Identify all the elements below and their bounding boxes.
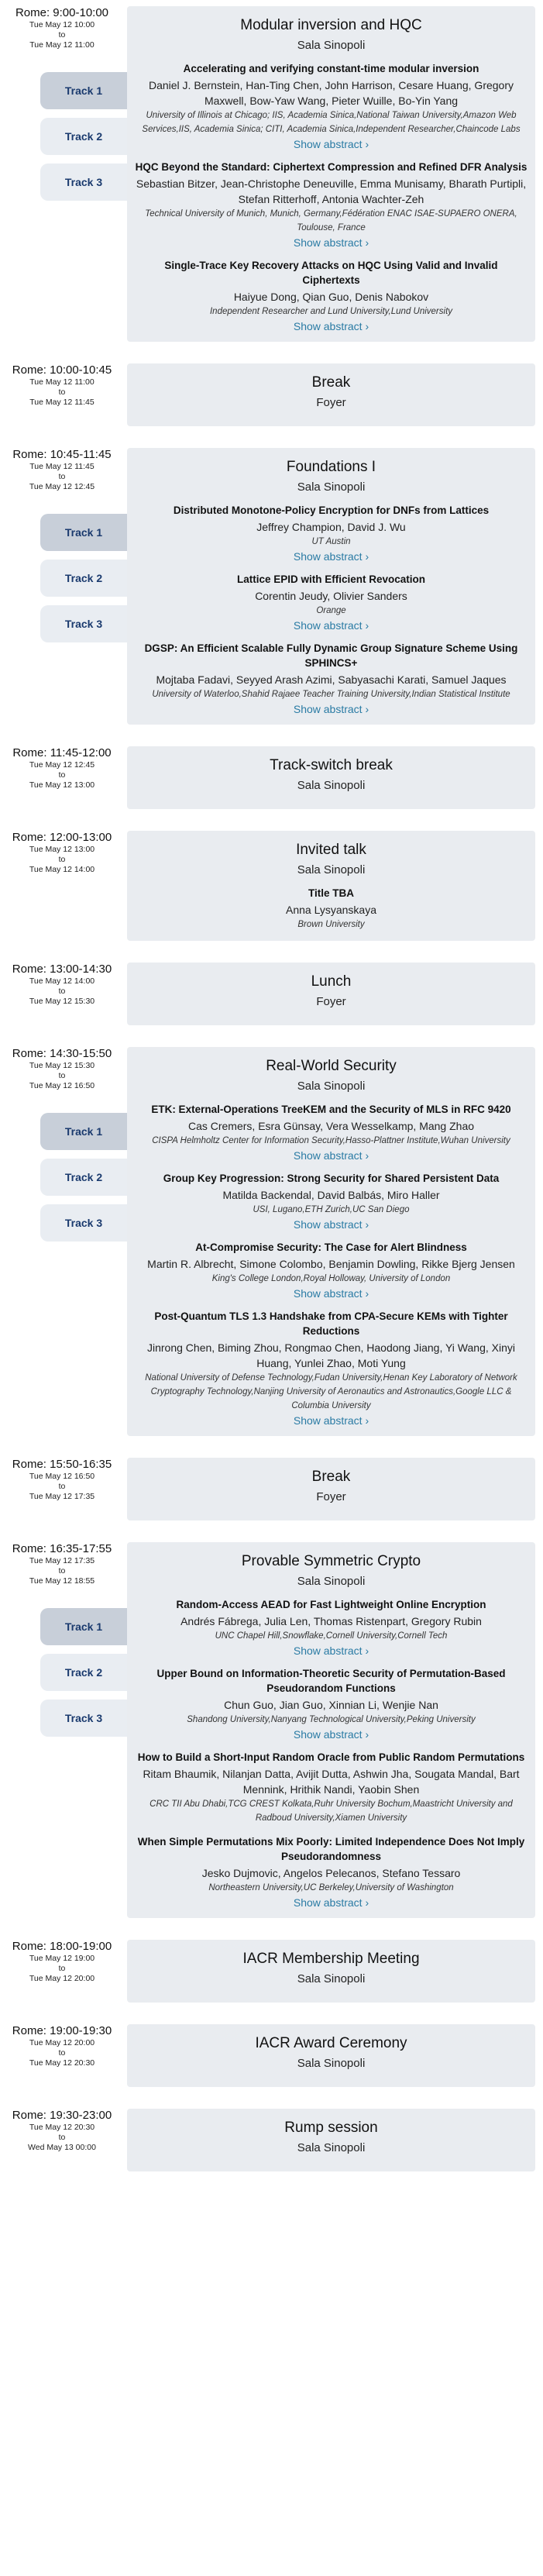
local-time: Rome: 18:00-19:00 — [12, 1940, 112, 1953]
utc-to-label: to — [58, 387, 66, 397]
session-card — [127, 1047, 535, 1436]
utc-end-time: Tue May 12 16:50 — [29, 1081, 95, 1090]
track-tabs — [40, 1113, 127, 1242]
utc-end-time: Tue May 12 20:30 — [29, 2058, 95, 2068]
session-title: Break — [311, 374, 351, 391]
session-room: Sala Sinopoli — [297, 2057, 366, 2070]
utc-end-time: Tue May 12 11:00 — [29, 40, 95, 50]
local-time: Rome: 16:35-17:55 — [12, 1542, 112, 1555]
talk-title: Upper Bound on Information-Theoretic Security of Permutation-Based Pseudorandom Functions — [156, 1668, 506, 1694]
session-room: Sala Sinopoli — [297, 1080, 366, 1093]
talk-affiliations: University of Waterloo,Shahid Rajaee Teacher Training University,Indian Statistical Institute — [152, 690, 510, 699]
track-tabs — [40, 72, 127, 201]
session-slot — [0, 448, 543, 725]
talk-affiliations: USI, Lugano,ETH Zurich,UC San Diego — [253, 1205, 410, 1214]
talk-authors: Anna Lysyanskaya — [286, 904, 376, 916]
talk-authors: Ritam Bhaumik, Nilanjan Datta, Avijit Dutta, Ashwin Jha, Sougata Mandal, Bart Mennink, Hrithik Nandi, Yaobin Shen — [143, 1768, 520, 1796]
utc-end-time: Wed May 13 00:00 — [28, 2143, 96, 2152]
talk-item — [135, 61, 528, 150]
talk-authors: Chun Guo, Jian Guo, Xinnian Li, Wenjie Nan — [224, 1699, 438, 1711]
session-title: Real-World Security — [266, 1058, 397, 1074]
show-abstract-link[interactable]: Show abstract › — [293, 1149, 369, 1162]
session-title: IACR Membership Meeting — [242, 1951, 420, 1967]
utc-start-time: Tue May 12 11:00 — [29, 377, 95, 387]
talk-affiliations: Northeastern University,UC Berkeley,University of Washington — [208, 1883, 454, 1892]
show-abstract-link[interactable]: Show abstract › — [293, 1287, 369, 1300]
talk-authors: Corentin Jeudy, Olivier Sanders — [255, 590, 407, 602]
utc-start-time: Tue May 12 12:45 — [29, 760, 95, 770]
talk-title: When Simple Permutations Mix Poorly: Limited Independence Does Not Imply Pseudorandomness — [137, 1836, 525, 1862]
session-slot — [0, 2024, 543, 2087]
track-tab-3[interactable]: Track 3 — [40, 164, 127, 201]
session-card — [127, 1542, 535, 1918]
session-card — [127, 963, 535, 1025]
show-abstract-link[interactable]: Show abstract › — [293, 1896, 369, 1909]
utc-start-time: Tue May 12 16:50 — [29, 1472, 95, 1481]
talk-title: Group Key Progression: Strong Security for Shared Persistent Data — [163, 1173, 500, 1184]
utc-end-time: Tue May 12 12:45 — [29, 482, 95, 491]
talk-affiliations: Independent Researcher and Lund University,Lund University — [209, 307, 453, 316]
session-room: Sala Sinopoli — [297, 779, 366, 792]
track-tab-1[interactable]: Track 1 — [40, 72, 127, 109]
show-abstract-link[interactable]: Show abstract › — [293, 1644, 369, 1657]
session-time-column — [0, 448, 124, 651]
show-abstract-link[interactable]: Show abstract › — [293, 138, 369, 150]
talk-item — [135, 1750, 528, 1825]
talk-title: Accelerating and verifying constant-time modular inversion — [183, 63, 479, 74]
talk-affiliations: CISPA Helmholtz Center for Information Security,Hasso-Plattner Institute,Wuhan University — [152, 1136, 510, 1145]
talk-item — [135, 1102, 528, 1162]
talk-title: Post-Quantum TLS 1.3 Handshake from CPA-Secure KEMs with Tighter Reductions — [154, 1310, 508, 1337]
session-card — [127, 2024, 535, 2087]
show-abstract-link[interactable]: Show abstract › — [293, 1728, 369, 1741]
talk-authors: Jeffrey Champion, David J. Wu — [256, 521, 406, 533]
session-room: Foyer — [316, 995, 346, 1008]
session-slot — [0, 831, 543, 941]
session-time-column — [0, 1047, 124, 1250]
utc-to-label: to — [58, 1071, 66, 1080]
local-time: Rome: 14:30-15:50 — [12, 1047, 112, 1060]
utc-to-label: to — [58, 30, 66, 40]
session-room: Foyer — [316, 396, 346, 409]
talk-authors: Cas Cremers, Esra Günsay, Vera Wesselkamp, Mang Zhao — [187, 1120, 475, 1132]
utc-start-time: Tue May 12 10:00 — [29, 20, 95, 29]
session-title: Foundations I — [286, 459, 376, 475]
utc-start-time: Tue May 12 11:45 — [29, 462, 95, 471]
session-slot — [0, 363, 543, 426]
session-room: Sala Sinopoli — [297, 2141, 366, 2154]
session-slot — [0, 1940, 543, 2003]
utc-end-time: Tue May 12 11:45 — [29, 398, 95, 407]
track-tab-2[interactable]: Track 2 — [40, 1159, 127, 1196]
local-time: Rome: 19:00-19:30 — [12, 2024, 112, 2037]
talk-affiliations: King's College London,Royal Holloway, University of London — [211, 1274, 451, 1283]
session-card — [127, 1458, 535, 1520]
talk-item — [135, 1309, 528, 1427]
utc-to-label: to — [58, 1566, 66, 1576]
track-tabs — [40, 1608, 127, 1737]
utc-end-time: Tue May 12 13:00 — [29, 780, 95, 790]
show-abstract-link[interactable]: Show abstract › — [293, 619, 369, 632]
track-tab-1[interactable]: Track 1 — [40, 514, 127, 551]
local-time: Rome: 15:50-16:35 — [12, 1458, 112, 1471]
utc-start-time: Tue May 12 15:30 — [29, 1061, 95, 1070]
session-title: Track-switch break — [270, 757, 393, 773]
utc-to-label: to — [58, 2048, 66, 2058]
talk-affiliations: Shandong University,Nanyang Technological University,Peking University — [187, 1715, 476, 1724]
session-title: Modular inversion and HQC — [240, 17, 422, 33]
session-time-column — [0, 1458, 124, 1502]
utc-to-label: to — [58, 1482, 66, 1491]
session-slot — [0, 1542, 543, 1918]
talk-authors: Daniel J. Bernstein, Han-Ting Chen, John Harrison, Cesare Huang, Gregory Maxwell, Bow-Yaw Wang, Pieter Wuille, Bo-Yin Yang — [148, 79, 514, 107]
track-tab-2[interactable]: Track 2 — [40, 560, 127, 597]
session-slot — [0, 963, 543, 1025]
talk-title: Title TBA — [308, 887, 354, 899]
session-title: Break — [311, 1469, 351, 1485]
session-card — [127, 6, 535, 342]
talk-affiliations: National University of Defense Technology,Fudan University,Henan Key Laboratory of Network Cryptography Technology,Nanjing University of Aeronautics and Astronautics,Google LLC & Columbia University — [145, 1373, 517, 1410]
talk-affiliations: UT Austin — [311, 537, 351, 546]
show-abstract-link[interactable]: Show abstract › — [293, 1218, 369, 1231]
talk-authors: Andrés Fábrega, Julia Len, Thomas Ristenpart, Gregory Rubin — [180, 1615, 482, 1627]
local-time: Rome: 10:45-11:45 — [12, 448, 112, 461]
session-card — [127, 746, 535, 809]
talk-title: Distributed Monotone-Policy Encryption for DNFs from Lattices — [173, 505, 490, 516]
talk-title: Lattice EPID with Efficient Revocation — [236, 573, 426, 585]
talk-item — [135, 1666, 528, 1741]
utc-start-time: Tue May 12 19:00 — [29, 1954, 95, 1963]
talk-item — [135, 1834, 528, 1909]
talk-item — [135, 572, 528, 632]
session-slot — [0, 1458, 543, 1520]
session-slot — [0, 1047, 543, 1436]
talk-title: Random-Access AEAD for Fast Lightweight Online Encryption — [176, 1599, 486, 1610]
utc-start-time: Tue May 12 13:00 — [29, 845, 95, 854]
session-time-column — [0, 2024, 124, 2068]
utc-to-label: to — [58, 1964, 66, 1973]
talk-title: At-Compromise Security: The Case for Alert Blindness — [195, 1242, 467, 1253]
show-abstract-link[interactable]: Show abstract › — [293, 320, 369, 332]
utc-start-time: Tue May 12 17:35 — [29, 1556, 95, 1565]
utc-to-label: to — [58, 770, 66, 780]
show-abstract-link[interactable]: Show abstract › — [293, 550, 369, 563]
local-time: Rome: 12:00-13:00 — [12, 831, 112, 844]
session-room: Sala Sinopoli — [297, 39, 366, 52]
talk-authors: Martin R. Albrecht, Simone Colombo, Benjamin Dowling, Rikke Bjerg Jensen — [147, 1258, 515, 1270]
talk-affiliations: University of Illinois at Chicago; IIS, Academia Sinica,National Taiwan University,Amazon Web Services,IIS, Academia Sinica; CITI, Academia Sinica,Independent Researcher,Chaincode Labs — [142, 111, 521, 134]
local-time: Rome: 10:00-10:45 — [12, 363, 112, 377]
talk-title: DGSP: An Efficient Scalable Fully Dynamic Group Signature Scheme Using SPHINCS+ — [144, 642, 518, 669]
session-room: Sala Sinopoli — [297, 1972, 366, 1985]
session-card — [127, 1940, 535, 2003]
show-abstract-link[interactable]: Show abstract › — [293, 703, 369, 715]
track-tab-3[interactable]: Track 3 — [40, 1204, 127, 1242]
local-time: Rome: 9:00-10:00 — [15, 6, 109, 19]
session-title: Rump session — [284, 2120, 378, 2136]
utc-start-time: Tue May 12 20:00 — [29, 2038, 95, 2047]
talk-authors: Jinrong Chen, Biming Zhou, Rongmao Chen, Haodong Jiang, Yi Wang, Xinyi Huang, Yunlei Zhao, Moti Yung — [147, 1341, 515, 1369]
track-tabs — [40, 514, 127, 642]
talk-affiliations: CRC TII Abu Dhabi,TCG CREST Kolkata,Ruhr University Bochum,Maastricht University and Radboud University,Xiamen University — [149, 1799, 513, 1823]
session-room: Foyer — [316, 1490, 346, 1503]
talk-authors: Haiyue Dong, Qian Guo, Denis Nabokov — [233, 291, 429, 303]
session-room: Sala Sinopoli — [297, 1575, 366, 1588]
local-time: Rome: 11:45-12:00 — [12, 746, 112, 759]
talk-item — [135, 160, 528, 249]
talk-item — [135, 641, 528, 715]
utc-end-time: Tue May 12 20:00 — [29, 1974, 95, 1983]
talk-title: HQC Beyond the Standard: Ciphertext Compression and Refined DFR Analysis — [135, 161, 528, 173]
talk-item — [135, 1597, 528, 1657]
talk-affiliations: Orange — [316, 606, 346, 615]
talk-affiliations: Brown University — [297, 920, 365, 929]
local-time: Rome: 13:00-14:30 — [12, 963, 112, 976]
session-time-column — [0, 831, 124, 875]
session-card — [127, 363, 535, 426]
session-time-column — [0, 1940, 124, 1984]
talk-item — [135, 503, 528, 563]
track-tab-1[interactable]: Track 1 — [40, 1113, 127, 1150]
talk-item — [135, 1240, 528, 1300]
talk-item — [135, 258, 528, 332]
session-room: Sala Sinopoli — [297, 863, 366, 876]
show-abstract-link[interactable]: Show abstract › — [293, 236, 369, 249]
talk-title: How to Build a Short-Input Random Oracle from Public Random Permutations — [137, 1751, 525, 1763]
utc-to-label: to — [58, 2133, 66, 2142]
talk-title: Single-Trace Key Recovery Attacks on HQC Using Valid and Invalid Ciphertexts — [164, 260, 498, 286]
talk-item — [135, 1171, 528, 1231]
track-tab-3[interactable]: Track 3 — [40, 1700, 127, 1737]
talk-authors: Matilda Backendal, David Balbás, Miro Haller — [222, 1189, 440, 1201]
talk-affiliations: Technical University of Munich, Munich, Germany,Fédération ENAC ISAE-SUPAERO ONERA, Toulouse, France — [145, 209, 517, 232]
track-tab-1[interactable]: Track 1 — [40, 1608, 127, 1645]
track-tab-2[interactable]: Track 2 — [40, 118, 127, 155]
utc-start-time: Tue May 12 20:30 — [29, 2123, 95, 2132]
session-slot — [0, 6, 543, 342]
local-time: Rome: 19:30-23:00 — [12, 2109, 112, 2122]
session-time-column — [0, 1542, 124, 1745]
utc-end-time: Tue May 12 14:00 — [29, 865, 95, 874]
utc-end-time: Tue May 12 18:55 — [29, 1576, 95, 1586]
session-title: Provable Symmetric Crypto — [241, 1553, 421, 1569]
session-card — [127, 448, 535, 725]
utc-to-label: to — [58, 472, 66, 481]
talk-authors: Jesko Dujmovic, Angelos Pelecanos, Stefano Tessaro — [201, 1867, 461, 1879]
session-title: Invited talk — [296, 842, 366, 858]
session-card — [127, 831, 535, 941]
talk-authors: Mojtaba Fadavi, Seyyed Arash Azimi, Sabyasachi Karati, Samuel Jaques — [156, 673, 507, 686]
session-slot — [0, 2109, 543, 2171]
session-time-column — [0, 6, 124, 209]
session-card — [127, 2109, 535, 2171]
track-tab-2[interactable]: Track 2 — [40, 1654, 127, 1691]
session-room: Sala Sinopoli — [297, 480, 366, 494]
track-tab-3[interactable]: Track 3 — [40, 605, 127, 642]
session-title: Lunch — [311, 973, 352, 990]
session-time-column — [0, 363, 124, 408]
talk-title: ETK: External-Operations TreeKEM and the Security of MLS in RFC 9420 — [151, 1104, 511, 1115]
session-slot — [0, 746, 543, 809]
session-time-column — [0, 963, 124, 1007]
utc-start-time: Tue May 12 14:00 — [29, 976, 95, 986]
show-abstract-link[interactable]: Show abstract › — [293, 1414, 369, 1427]
session-time-column — [0, 746, 124, 790]
utc-end-time: Tue May 12 15:30 — [29, 997, 95, 1006]
utc-to-label: to — [58, 987, 66, 996]
session-time-column — [0, 2109, 124, 2153]
session-title: IACR Award Ceremony — [255, 2035, 407, 2051]
talk-affiliations: UNC Chapel Hill,Snowflake,Cornell University,Cornell Tech — [215, 1631, 448, 1641]
talk-item — [135, 886, 528, 932]
utc-end-time: Tue May 12 17:35 — [29, 1492, 95, 1501]
talk-authors: Sebastian Bitzer, Jean-Christophe Deneuville, Emma Munisamy, Bharath Purtipli, Stefan Ritterhoff, Antonia Wachter-Zeh — [136, 177, 527, 205]
utc-to-label: to — [58, 855, 66, 864]
